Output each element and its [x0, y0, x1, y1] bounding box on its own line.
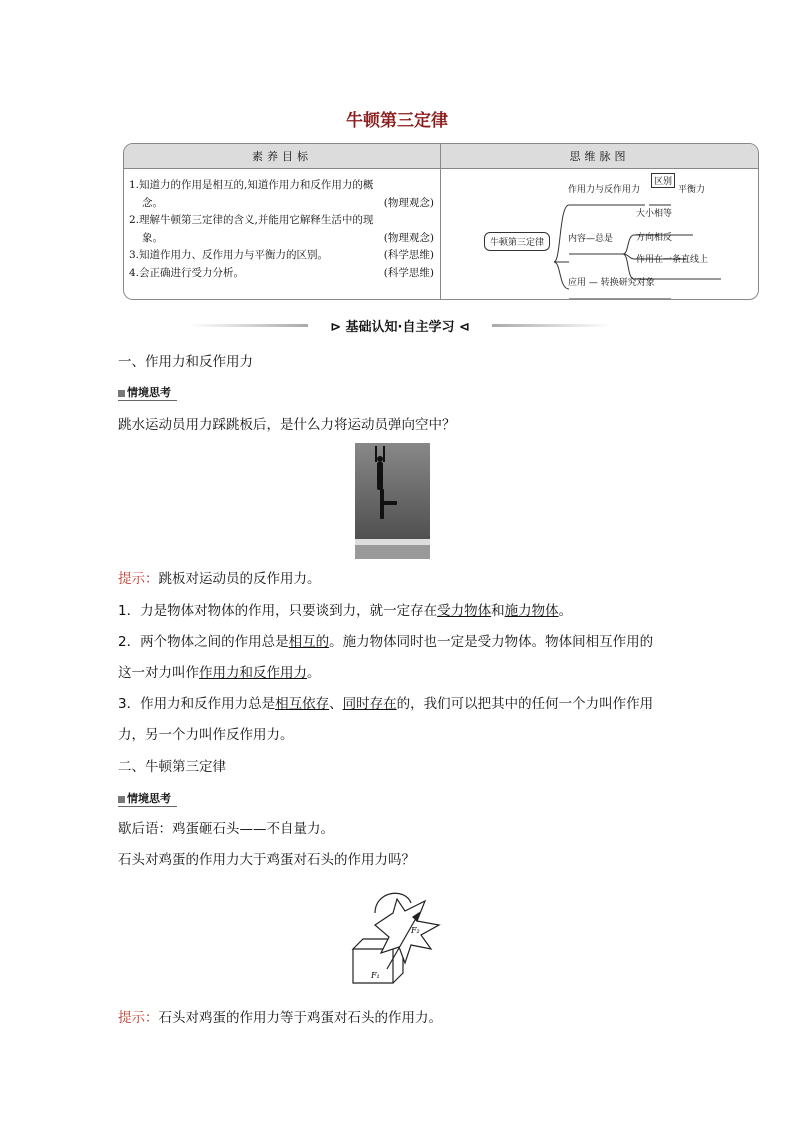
- mindmap-branch1-link: 区别: [651, 173, 675, 188]
- section2-hint: 提示：石头对鸡蛋的作用力等于鸡蛋对石头的作用力。: [118, 1010, 442, 1026]
- mindmap-root: 牛顿第三定律: [484, 232, 550, 251]
- mindmap-branch1-target: 平衡力: [678, 185, 706, 195]
- goal-line: 1.知道力的作用是相互的,知道作用力和反作用力的概: [129, 179, 374, 191]
- tag-icon: [118, 390, 125, 397]
- section1-p1: 1．力是物体对物体的作用，只要谈到力，就一定存在受力物体和施力物体。: [118, 603, 573, 619]
- mindmap-item: 方向相反: [636, 233, 673, 243]
- goal-line: 4.会正确进行受力分析。 (科学思维): [129, 266, 434, 279]
- table-header: [124, 144, 758, 169]
- mindmap-branch2: 内容—总是: [568, 234, 614, 244]
- diver-photo: [355, 443, 430, 559]
- section2-heading: 二、牛顿第三定律: [118, 759, 226, 775]
- mindmap-item: 大小相等: [636, 209, 673, 219]
- section1-p2-line2: 这一对力叫作作用力和反作用力。: [118, 665, 321, 681]
- goal-line: 2.理解牛顿第三定律的含义,并能用它解释生活中的现: [129, 214, 374, 226]
- egg-stone-figure: [345, 883, 450, 988]
- section1-tag: 情境思考: [118, 384, 177, 401]
- mindmap-item: 作用在一条直线上: [636, 255, 709, 265]
- section-banner: [190, 316, 610, 334]
- goals-list: [129, 177, 434, 282]
- goal-line: 念。 (物理观念): [142, 196, 434, 209]
- f2-label: F₂: [411, 926, 420, 935]
- goal-line: 3.知道作用力、反作用力与平衡力的区别。 (科学思维): [129, 249, 434, 261]
- right-header: 思维脉图: [569, 150, 630, 163]
- section1-p2-line1: 2．两个物体之间的作用总是相互的。施力物体同时也一定是受力物体。物体间相互作用的: [118, 634, 654, 650]
- section2-question: 石头对鸡蛋的作用力大于鸡蛋对石头的作用力吗？: [118, 852, 415, 868]
- section1-p3-line2: 力，另一个力叫作反作用力。: [118, 727, 294, 743]
- f1-label: F₁: [371, 971, 380, 980]
- goal-line: 象。 (物理观念): [142, 231, 434, 244]
- section2-saying: 歇后语：鸡蛋砸石头——不自量力。: [118, 821, 334, 837]
- section1-hint: 提示：跳板对运动员的反作用力。: [118, 571, 321, 587]
- banner-line-right: [492, 324, 610, 327]
- banner-text: ⊳ 基础认知·自主学习 ⊲: [330, 320, 470, 335]
- page-title: 牛顿第三定律: [346, 111, 448, 131]
- banner-line-left: [190, 324, 308, 327]
- section2-tag: 情境思考: [118, 790, 177, 807]
- goals-table: [123, 143, 759, 300]
- section1-p3-line1: 3．作用力和反作用力总是相互依存、同时存在的，我们可以把其中的任何一个力叫作作用: [118, 696, 654, 712]
- left-header: 素养目标: [252, 150, 312, 163]
- section1-question: 跳水运动员用力踩跳板后，是什么力将运动员弹向空中？: [118, 417, 456, 433]
- tag-icon: [118, 796, 125, 803]
- mindmap-branch3: 应用 — 转换研究对象: [568, 278, 655, 288]
- mindmap-branch1: 作用力与反作用力: [568, 185, 641, 195]
- section1-heading: 一、作用力和反作用力: [118, 354, 253, 370]
